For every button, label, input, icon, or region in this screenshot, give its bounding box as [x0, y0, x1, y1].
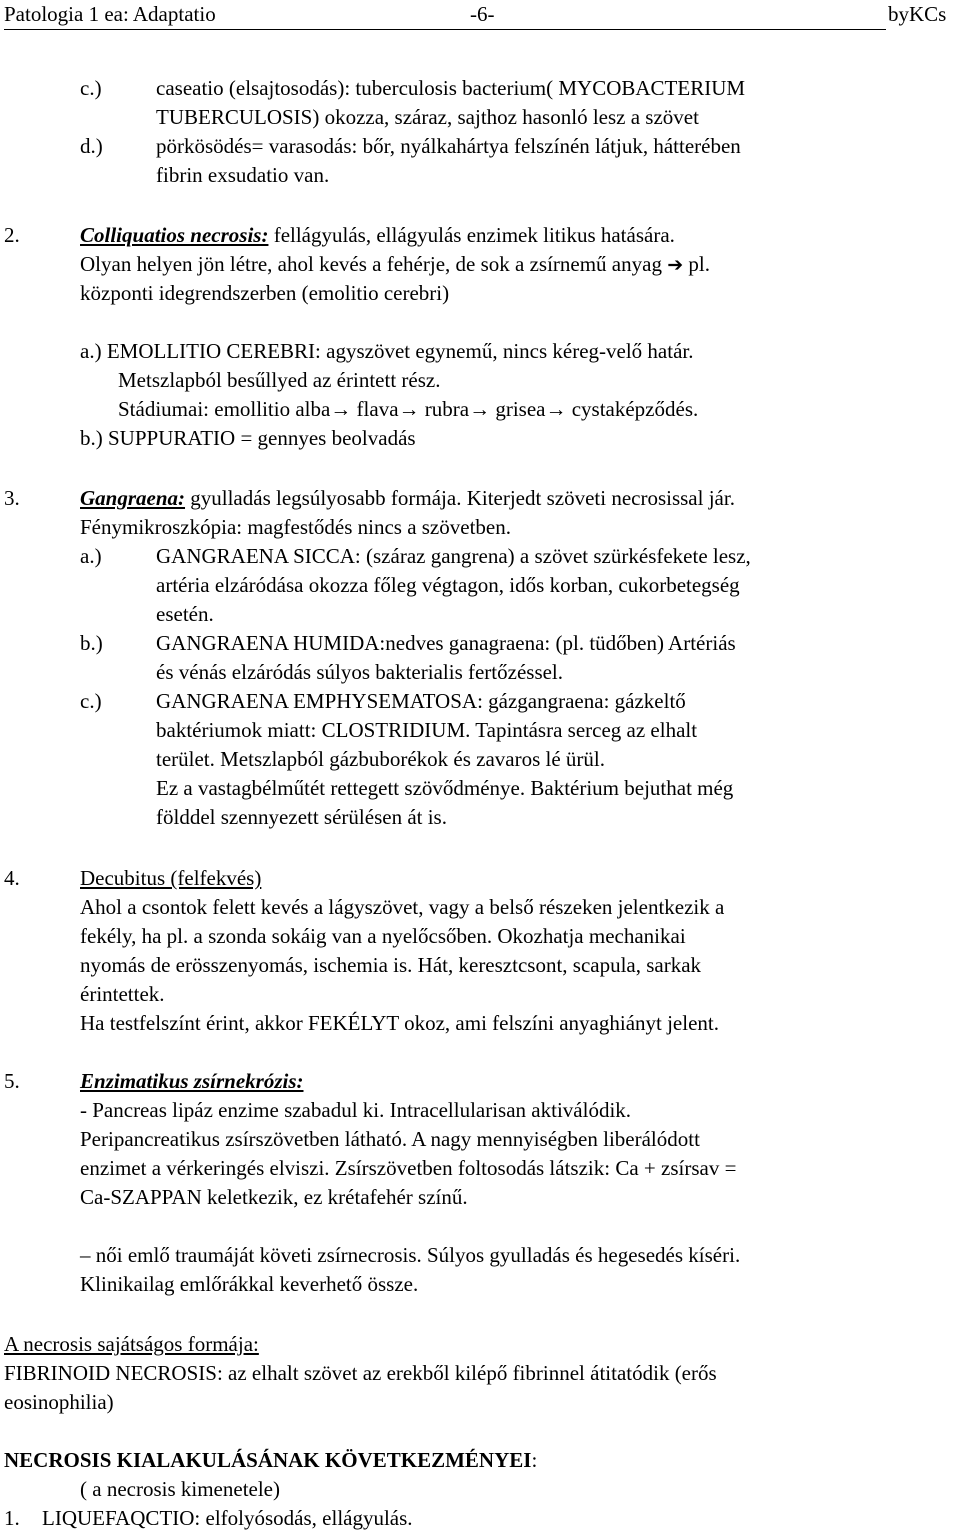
- s5-line1: - Pancreas lipáz enzime szabadul ki. Intracellularisan aktiválódik.: [80, 1098, 632, 1122]
- s5-line2: Peripancreatikus zsírszövetben látható. A nagy mennyiségben liberálódott: [80, 1127, 700, 1151]
- s3-title: Gangraena:: [80, 486, 186, 510]
- s3-a-label: a.): [80, 544, 102, 568]
- s3-c-line5: földdel szennyezett sérülésen át is.: [156, 805, 447, 829]
- s4-line1: Ahol a csontok felett kevés a lágyszövet, vagy a belső részeken jelentkezik a: [80, 895, 725, 919]
- s4-line2: fekély, ha pl. a szonda sokáig van a nyelőcsőben. Okozhatja mechanikai: [80, 924, 686, 948]
- header-rule: [4, 29, 886, 30]
- sec-d-line2: fibrin exsudatio van.: [156, 163, 330, 187]
- header-left: Patologia 1 ea: Adaptatio: [4, 2, 216, 26]
- header-page-number: -6-: [470, 2, 495, 26]
- s2-line3: központi idegrendszerben (emolitio cerebri): [80, 281, 450, 305]
- sec-d-line1: pörkösödés= varasodás: bőr, nyálkahártya felszínén látjuk, hátterében: [156, 134, 741, 158]
- s3-a-line3: esetén.: [156, 602, 214, 626]
- s3-c-label: c.): [80, 689, 102, 713]
- s3-b-line2: és vénás elzáródás súlyos bakterialis fertőzéssel.: [156, 660, 564, 684]
- s3-b-line1: GANGRAENA HUMIDA:nedves ganagraena: (pl. tüdőben) Artériás: [156, 631, 736, 655]
- consequences-heading: [4, 1448, 537, 1472]
- s3-a-line2: artéria elzáródása okozza főleg végtagon, idős korban, cukorbetegség: [156, 573, 740, 597]
- s4-line4: érintettek.: [80, 982, 165, 1006]
- s5-line4: Ca-SZAPPAN keletkezik, ez krétafehér színű.: [80, 1185, 468, 1209]
- s2-item-a3: Stádiumai: emollitio alba→ flava→ rubra→ grisea→ cystaképződés.: [118, 397, 699, 421]
- s4-line5: Ha testfelszínt érint, akkor FEKÉLYT okoz, ami felszíni anyaghiányt jelent.: [80, 1011, 719, 1035]
- sec-d-label: d.): [80, 134, 103, 158]
- consequences-title: NECROSIS KIALAKULÁSÁNAK KÖVETKEZMÉNYEI: [4, 1448, 532, 1472]
- consequences-colon: :: [531, 1448, 538, 1472]
- header-right: byKCs: [888, 2, 947, 26]
- s2-line2-tail: pl.: [683, 252, 710, 276]
- s2-title: Colliquatios necrosis:: [80, 223, 269, 247]
- sec-c-label: c.): [80, 76, 102, 100]
- s2-item-a1: a.) EMOLLITIO CEREBRI: agyszövet egynemű, nincs kéreg-velő határ.: [80, 339, 694, 363]
- s2-title-rest: fellágyulás, ellágyulás enzimek litikus hatására.: [268, 223, 675, 247]
- s5-title: Enzimatikus zsírnekrózis:: [80, 1069, 304, 1093]
- s4-number: 4.: [4, 866, 20, 890]
- s3-c-line2: baktériumok miatt: CLOSTRIDIUM. Tapintásra serceg az elhalt: [156, 718, 698, 742]
- special-line2: eosinophilia): [4, 1390, 114, 1414]
- s5-line5: – női emlő traumáját követi zsírnecrosis. Súlyos gyulladás és hegesedés kíséri.: [80, 1243, 741, 1267]
- s3-b-label: b.): [80, 631, 103, 655]
- arrow-right-icon: ➔: [667, 254, 684, 276]
- s5-number: 5.: [4, 1069, 20, 1093]
- s2-line2-text: Olyan helyen jön létre, ahol kevés a fehérje, de sok a zsírnemű anyag: [80, 252, 662, 276]
- consequences-item-1: LIQUEFAQCTIO: elfolyósodás, ellágyulás.: [42, 1506, 413, 1530]
- consequences-subtitle: ( a necrosis kimenetele): [80, 1477, 280, 1501]
- s2-item-b1: b.) SUPPURATIO = gennyes beolvadás: [80, 426, 416, 450]
- sec-c-line1: caseatio (elsajtosodás): tuberculosis bacterium( MYCOBACTERIUM: [156, 76, 746, 100]
- special-line1: FIBRINOID NECROSIS: az elhalt szövet az erekből kilépő fibrinnel átitatódik (erős: [4, 1361, 717, 1385]
- s3-heading-line: [80, 486, 735, 510]
- s3-c-line1: GANGRAENA EMPHYSEMATOSA: gázgangraena: gázkeltő: [156, 689, 686, 713]
- consequences-item-number: 1.: [4, 1506, 20, 1530]
- s3-title-rest: gyulladás legsúlyosabb formája. Kiterjedt szöveti necrosissal jár.: [185, 486, 735, 510]
- s4-title: Decubitus (felfekvés): [80, 866, 262, 890]
- s5-line3: enzimet a vérkeringés elviszi. Zsírszövetben foltosodás látszik: Ca + zsírsav =: [80, 1156, 737, 1180]
- s3-c-line3: terület. Metszlapból gázbuborékok és zavaros lé ürül.: [156, 747, 606, 771]
- s2-heading-line: [80, 223, 675, 247]
- s2-item-a2: Metszlapból besűllyed az érintett rész.: [118, 368, 441, 392]
- s4-line3: nyomás de erösszenyomás, ischemia is. Hát, keresztcsont, scapula, sarkak: [80, 953, 702, 977]
- sec-c-line2: TUBERCULOSIS) okozza, száraz, sajthoz hasonló lesz a szövet: [156, 105, 699, 129]
- s2-line2: [80, 252, 710, 277]
- s5-line6: Klinikailag emlőrákkal keverhető össze.: [80, 1272, 419, 1296]
- special-title: A necrosis sajátságos formája:: [4, 1332, 259, 1356]
- s3-line2: Fénymikroszkópia: magfestődés nincs a szövetben.: [80, 515, 511, 539]
- s3-c-line4: Ez a vastagbélműtét rettegett szövődménye. Baktérium bejuthat még: [156, 776, 734, 800]
- s3-a-line1: GANGRAENA SICCA: (száraz gangrena) a szövet szürkésfekete lesz,: [156, 544, 751, 568]
- s2-number: 2.: [4, 223, 20, 247]
- s3-number: 3.: [4, 486, 20, 510]
